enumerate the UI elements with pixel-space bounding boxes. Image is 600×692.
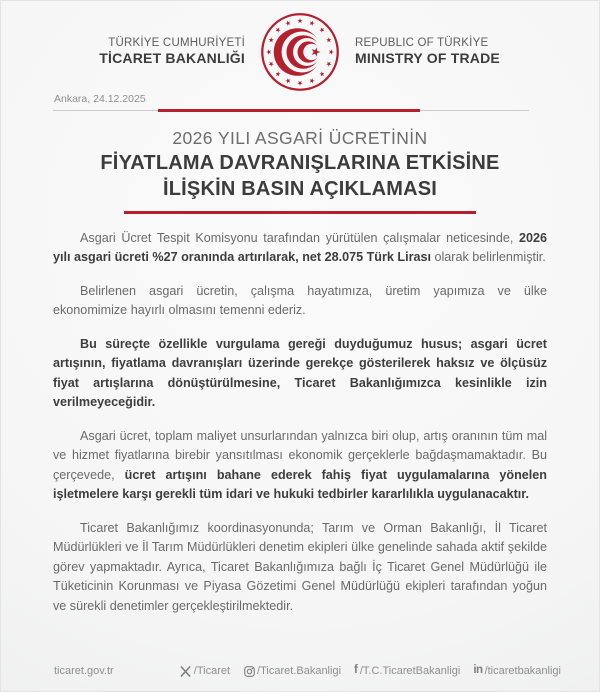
title-line-1: 2026 YILI ASGARİ ÜCRETİNİN (172, 128, 428, 148)
website-link[interactable]: ticaret.gov.tr (54, 665, 114, 677)
header-divider (53, 109, 529, 112)
title-line-2: FİYATLAMA DAVRANIŞLARINA ETKİSİNE (100, 151, 500, 174)
social-handle: /ticaretbakanligi (484, 665, 561, 677)
paragraph-3: Bu süreçte özellikle vurgulama gereği duyduğumuz husus; asgari ücret artışının, fiyatlama davranışları üzerinde gerekçe gösterilerek haksız ve ölçüsüz fiyat artışlarına dönüştürülmesine, Ticaret Bakanlığımızca kesinlikle izin verilmeyeceğidir. (53, 336, 547, 410)
social-link-linkedin[interactable] (473, 665, 561, 677)
paragraph-2: Belirlenen asgari ücretin, çalışma hayatımıza, üretim yapımıza ve ülke ekonomimize hayırlı olmasını temenni ederiz. (53, 283, 547, 318)
page-title (1, 127, 599, 214)
masthead (1, 1, 599, 93)
facebook-icon: f (354, 664, 358, 677)
ministry-name-turkish (53, 36, 245, 68)
paragraph-4 (53, 427, 547, 505)
social-handle: /Ticaret.Bakanligi (257, 665, 342, 677)
press-release-body (53, 229, 547, 617)
paragraph-4-bold: ücret artışını bahane ederek fahiş fiyat uygulamalarına yönelen işletmelere karşı gerekli tüm idari ve hukuki tedbirler kararlılıkla uygulanacaktır. (53, 467, 548, 502)
org-en-line2: MINISTRY OF TRADE (355, 50, 500, 67)
divider-red-segment (158, 109, 420, 112)
social-link-facebook[interactable] (354, 665, 460, 677)
org-tr-line1: TÜRKİYE CUMHURİYETİ (108, 37, 245, 50)
title-underline (124, 211, 476, 214)
social-handle: /T.C.TicaretBakanligi (359, 665, 461, 677)
social-link-instagram[interactable] (243, 665, 341, 677)
paragraph-1-text-end: olarak belirlenmiştir. (431, 250, 546, 265)
paragraph-1-bold: 2026 yılı asgari ücreti %27 oranında artırılarak, net 28.075 Türk Lirası (53, 230, 547, 265)
paragraph-1 (53, 229, 547, 268)
footer (54, 665, 561, 677)
paragraph-4-text: Asgari ücret, toplam maliyet unsurlarından yalnızca biri olup, artış oranının tüm mal ve hizmet fiyatlarına birebir yansıtılması ekonomik gerçeklerle bağdaşmamaktadır. Bu çerçevede, (53, 428, 547, 482)
dateline: Ankara, 24.12.2025 (54, 93, 146, 105)
social-link-x[interactable] (180, 665, 230, 677)
paragraph-1-text: Asgari Ücret Tespit Komisyonu tarafından yürütülen çalışmalar neticesinde, (80, 230, 519, 245)
social-links (180, 665, 561, 677)
instagram-icon (243, 665, 255, 677)
x-icon (180, 665, 192, 677)
org-tr-line2: TİCARET BAKANLIĞI (99, 50, 245, 67)
social-handle: /Ticaret (193, 665, 231, 677)
paragraph-5: Ticaret Bakanlığımız koordinasyonunda; Tarım ve Orman Bakanlığı, İl Ticaret Müdürlükleri ve İl Tarım Müdürlükleri denetim ekipleri ülke genelinde sahada aktif şekilde görev yapmaktadır. Ayrıca, Ticaret Bakanlığımıza bağlı İç Ticaret Genel Müdürlüğü ile Tüketicinin Korunması ve Piyasa Gözetimi Genel Müdürlüğü ekipleri tarafından yoğun ve sürekli denetimler gerçekleştirilmektedir. (53, 520, 547, 613)
ministry-of-trade-emblem-icon (259, 11, 341, 93)
ministry-name-english (355, 36, 547, 68)
title-line-3: İLİŞKİN BASIN AÇIKLAMASI (162, 177, 438, 200)
org-en-line1: REPUBLIC OF TÜRKİYE (355, 37, 489, 50)
linkedin-icon: in (473, 664, 483, 677)
